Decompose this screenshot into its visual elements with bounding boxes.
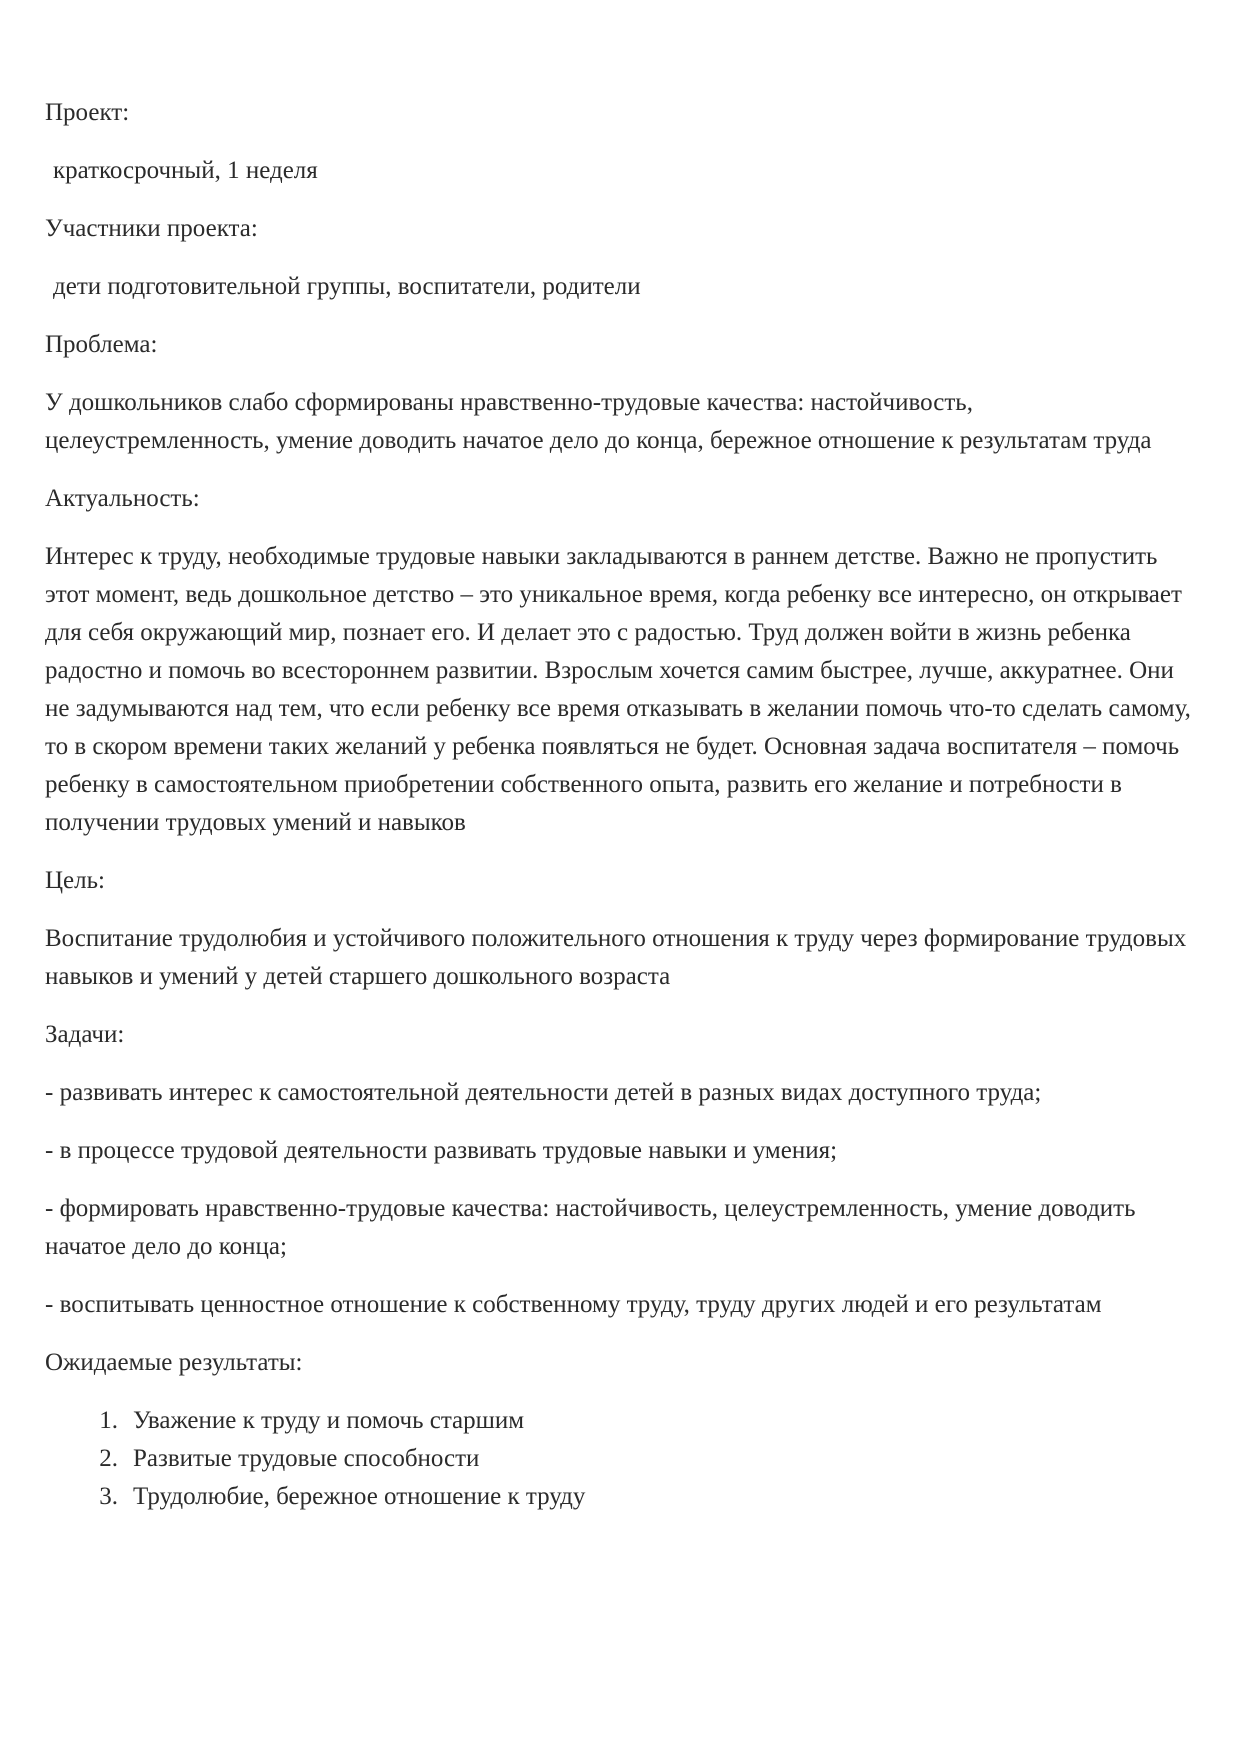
result-text: Трудолюбие, бережное отношение к труду [133, 1483, 586, 1510]
participants-label: Участники проекта: [45, 215, 258, 242]
task-item: - в процессе трудовой деятельности развивать трудовые навыки и умения; [45, 1137, 838, 1164]
goal-text: Воспитание трудолюбия и устойчивого положительного отношения к труду через формирование трудовых навыков и умений у детей старшего дошкольного возраста [45, 925, 1187, 990]
results-list [45, 1402, 1195, 1516]
problem-text: У дошкольников слабо сформированы нравственно-трудовые качества: настойчивость, целеустремленность, умение доводить начатое дело до конца, бережное отношение к результатам труда [45, 389, 1152, 454]
document-body [45, 94, 1195, 1516]
tasks-label: Задачи: [45, 1021, 125, 1048]
project-label: Проект: [45, 99, 130, 126]
task-item: - воспитывать ценностное отношение к собственному труду, труду других людей и его результатам [45, 1291, 1102, 1318]
result-item [45, 1440, 1195, 1478]
results-label: Ожидаемые результаты: [45, 1349, 303, 1376]
result-number: 2. [99, 1445, 118, 1472]
participants-value: дети подготовительной группы, воспитатели, родители [53, 273, 641, 300]
result-item [45, 1402, 1195, 1440]
problem-label: Проблема: [45, 331, 158, 358]
relevance-label: Актуальность: [45, 485, 200, 512]
result-item [45, 1478, 1195, 1516]
project-value: краткосрочный, 1 неделя [53, 157, 318, 184]
goal-label: Цель: [45, 867, 105, 894]
task-item: - формировать нравственно-трудовые качества: настойчивость, целеустремленность, умение доводить начатое дело до конца; [45, 1195, 1136, 1260]
relevance-text: Интерес к труду, необходимые трудовые навыки закладываются в раннем детстве. Важно не пропустить этот момент, ведь дошкольное детство – это уникальное время, когда ребенку все интересно, он открывает для себя окружающий мир, познает его. И делает это с радостью. Труд должен войти в жизнь ребенка радостно и помочь во всестороннем развитии. Взрослым хочется самим быстрее, лучше, аккуратнее. Они не задумываются над тем, что если ребенку все время отказывать в желании помочь что-то сделать самому, то в скором времени таких желаний у ребенка появляться не будет. Основная задача воспитателя – помочь ребенку в самостоятельном приобретении собственного опыта, развить его желание и потребности в получении трудовых умений и навыков [45, 543, 1191, 836]
task-item: - развивать интерес к самостоятельной деятельности детей в разных видах доступного труда; [45, 1079, 1042, 1106]
result-text: Развитые трудовые способности [133, 1445, 480, 1472]
result-text: Уважение к труду и помочь старшим [133, 1407, 525, 1434]
result-number: 1. [99, 1407, 118, 1434]
result-number: 3. [99, 1483, 118, 1510]
